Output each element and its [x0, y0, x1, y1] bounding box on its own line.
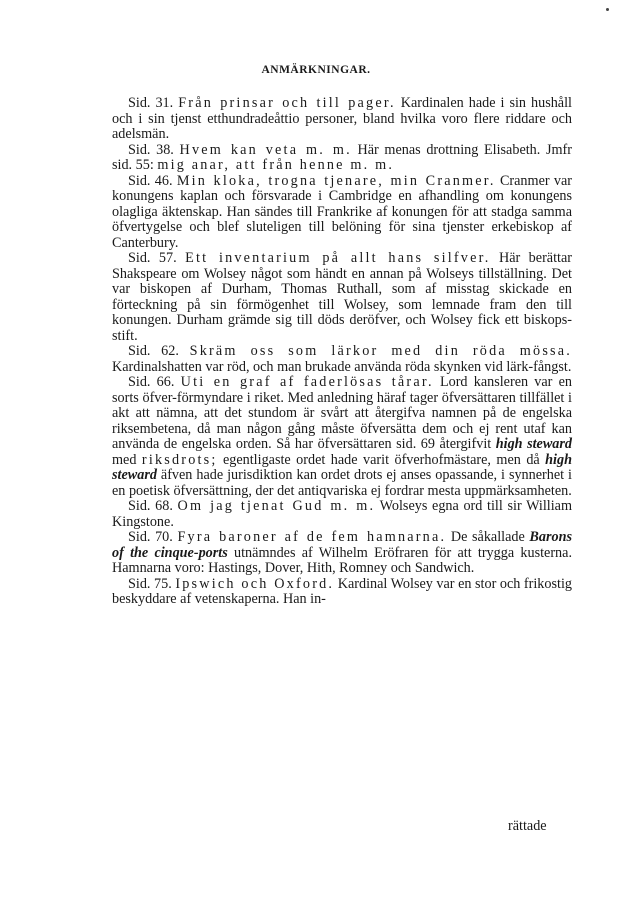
page-reference: Sid. 68.	[128, 498, 173, 514]
note-sid-31	[112, 96, 572, 143]
note-sid-62	[112, 344, 572, 375]
italic-term: high steward	[112, 451, 572, 483]
note-text: äfven hade jurisdiktion kan ordet drots ej anses opassande, i synnerhet i en poetisk öfversättning, der det antiqvariska ej fordrar mesta uppmärksamheten.	[112, 467, 572, 499]
quoted-phrase: Min kloka, trogna tjenare, min Cranmer.	[176, 172, 496, 189]
running-header: ANMÄRKNINGAR.	[261, 64, 371, 76]
page-reference: Sid. 31.	[128, 95, 174, 111]
note-text: Lord kansleren var en sorts öfver-förmyndare i riket. Med anledning häraf tager öfversättaren tillfället i akt att nämna, att det stundom är svårt att återgifva namnen på de engelska riksembetena, då man någon gång måste öfversätta dem och ej rent utaf kan använda de engelska orden. Så har öfversättaren sid. 69 återgifvit	[112, 374, 573, 452]
italic-term: Barons of the cinque-ports	[112, 529, 572, 561]
quoted-phrase: Uti en graf af faderlösas tårar.	[180, 374, 434, 390]
italic-term: high steward	[495, 436, 573, 452]
quoted-phrase: mig anar, att från henne m. m.	[157, 157, 395, 173]
note-text: utnämndes af Wilhelm Eröfraren för att trygga kusterna. Hamnarna voro: Hastings, Dover, Hith, Romney och Sandwich.	[112, 544, 572, 576]
note-text: Kardinal Wolsey var en stor och frikostig beskyddare af vetenskaperna. Han in-	[112, 575, 572, 607]
note-sid-75	[112, 577, 572, 608]
note-sid-57	[112, 251, 572, 344]
quoted-phrase: Fyra baroner af de fem hamnarna.	[177, 529, 447, 545]
note-text: Här berättar Shakspeare om Wolsey något som händt en annan på Wolseys tillställning. Det var biskopen af Durham, Thomas Ruthall, som af misstag skickade en förteckning på sin förmögenhet till Wolsey, som lemnade fram den till konungen. Durham grämde sig till döds deröfver, och Wolsey fick ett biskops-stift.	[112, 250, 572, 344]
page-reference: Sid. 62.	[128, 343, 179, 359]
quoted-phrase: Hvem kan veta m. m.	[179, 141, 352, 158]
quoted-phrase: Skräm oss som lärkor med din röda mössa.	[189, 343, 573, 359]
note-text: Cranmer var konungens kaplan och försvarade i Cambridge en afhandling om konungens olagliga äktenskap. Han sändes till Frankrike af konungen för att stadga samma öfvertygelse och blef sluteligen till belöning för sina tjenster erkebiskop af Canterbury.	[112, 172, 572, 251]
quoted-phrase: Från prinsar och till pager.	[178, 95, 396, 111]
quoted-phrase: Ett inventarium på allt hans silfver.	[185, 250, 491, 266]
page-reference: Sid. 57.	[128, 250, 177, 266]
quoted-phrase: Om jag tjenat Gud m. m.	[177, 498, 376, 514]
note-text: egentligaste ordet hade varit öfverhofmästare, men då	[217, 451, 546, 468]
quoted-phrase: Ipswich och Oxford.	[175, 575, 335, 592]
note-text: Här menas drottning Elisabeth. Jmfr sid. 55:	[112, 141, 572, 173]
catchword: rättade	[508, 818, 547, 834]
note-text: Wolseys egna ord till sir William Kingstone.	[112, 498, 573, 530]
note-sid-70	[112, 530, 572, 577]
note-sid-66	[112, 375, 572, 499]
note-text: Kardinalen hade i sin hushåll och i sin tjenst etthundradeåttio personer, bland hvilka voro flere riddare och adelsmän.	[112, 95, 572, 142]
note-sid-46	[112, 174, 572, 252]
page-reference: Sid. 46.	[128, 172, 173, 189]
ink-speck	[606, 8, 609, 11]
note-sid-68	[112, 499, 572, 530]
note-sid-38	[112, 143, 572, 174]
quoted-phrase: riksdrots;	[141, 451, 218, 468]
annotations-body	[112, 96, 572, 608]
note-text: De såkallade	[446, 529, 530, 545]
note-text: Kardinalshatten var röd, och man brukade använda röda skynken vid lärk-fångst.	[112, 358, 572, 375]
page-reference: Sid. 38.	[128, 141, 174, 158]
page-reference: Sid. 75.	[128, 575, 172, 592]
page-reference: Sid. 66.	[128, 374, 175, 390]
page-reference: Sid. 70.	[128, 529, 173, 545]
note-text: med	[112, 451, 142, 468]
